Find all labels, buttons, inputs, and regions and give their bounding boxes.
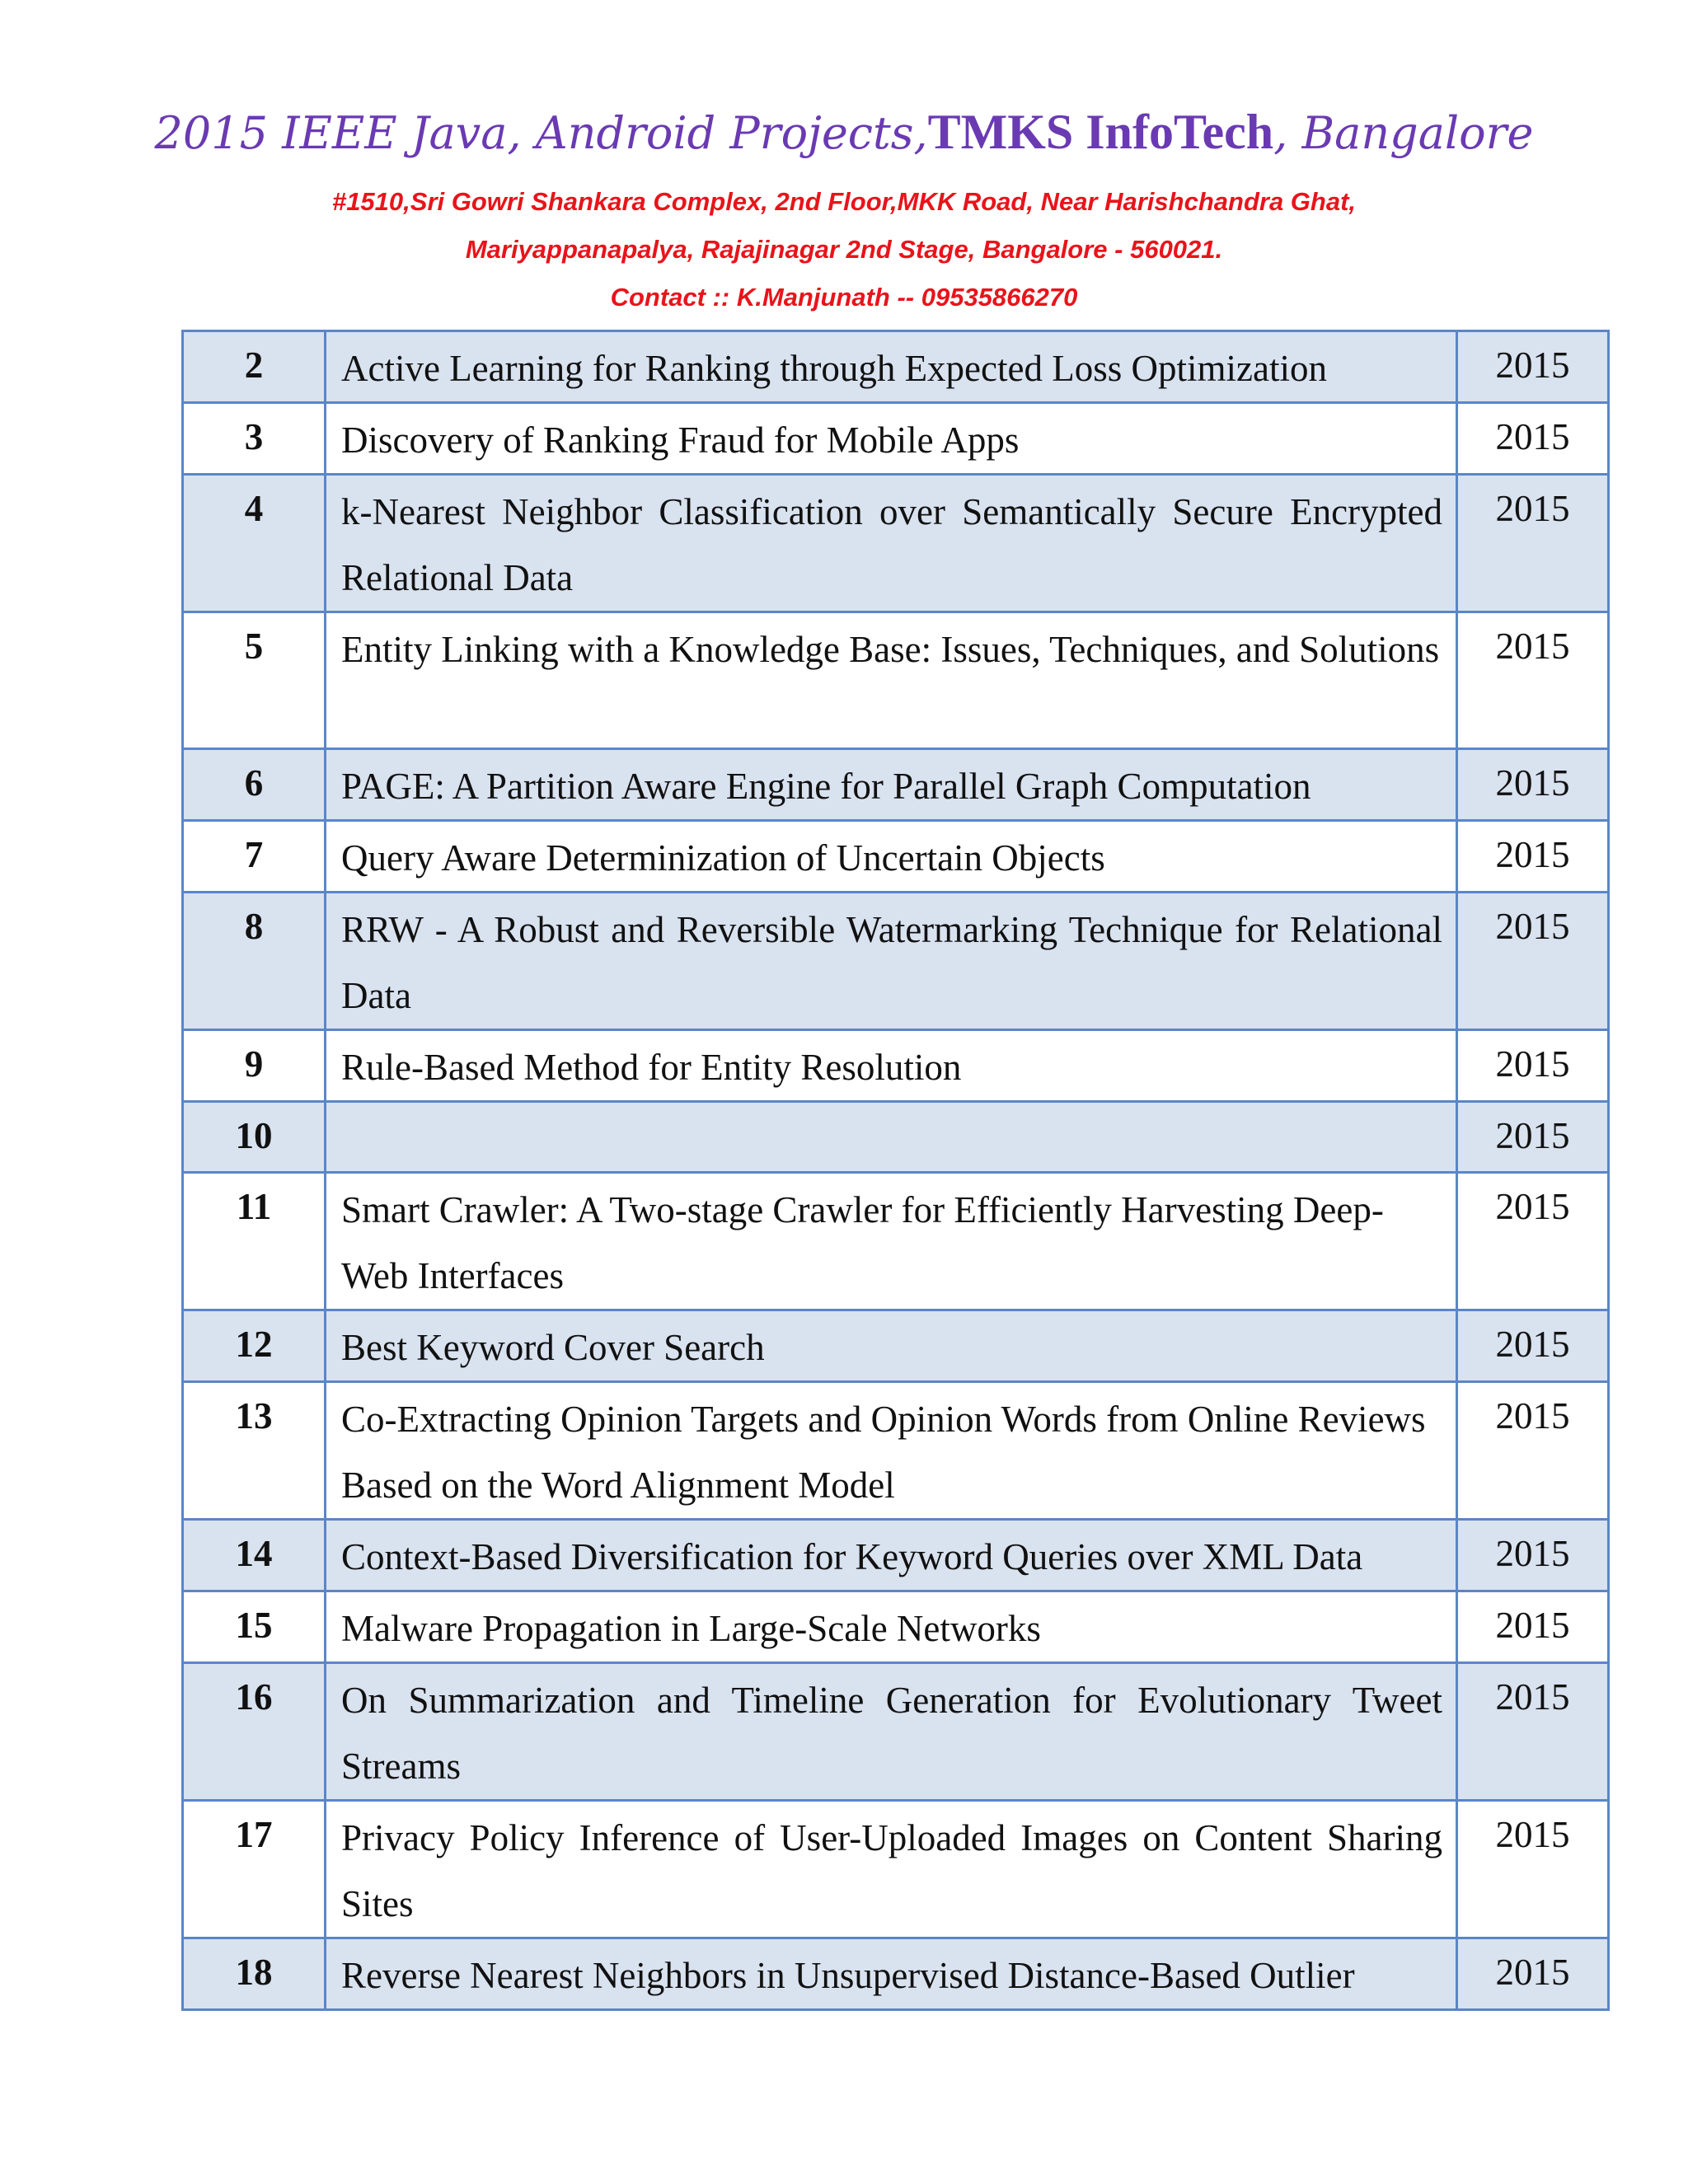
page-title bbox=[0, 99, 1688, 166]
project-number: 3 bbox=[183, 403, 326, 475]
project-title: Privacy Policy Inference of User-Uploaded Images on Content Sharing Sites bbox=[326, 1801, 1457, 1938]
project-title: PAGE: A Partition Aware Engine for Parallel Graph Computation bbox=[326, 749, 1457, 821]
project-year: 2015 bbox=[1457, 1520, 1609, 1591]
project-year: 2015 bbox=[1457, 1938, 1609, 2010]
table-row bbox=[183, 1801, 1609, 1938]
project-number: 11 bbox=[183, 1173, 326, 1310]
project-title: Reverse Nearest Neighbors in Unsupervised Distance-Based Outlier bbox=[326, 1938, 1457, 2010]
project-number: 18 bbox=[183, 1938, 326, 2010]
project-title: Query Aware Determinization of Uncertain Objects bbox=[326, 821, 1457, 893]
project-title: On Summarization and Timeline Generation for Evolutionary Tweet Streams bbox=[326, 1663, 1457, 1801]
project-title: Active Learning for Ranking through Expected Loss Optimization bbox=[326, 331, 1457, 403]
title-suffix: , Bangalore bbox=[1273, 107, 1534, 159]
table-row bbox=[183, 893, 1609, 1030]
table-row bbox=[183, 1591, 1609, 1663]
table-row bbox=[183, 1030, 1609, 1102]
project-year: 2015 bbox=[1457, 821, 1609, 893]
project-year: 2015 bbox=[1457, 1310, 1609, 1382]
project-title: Rule-Based Method for Entity Resolution bbox=[326, 1030, 1457, 1102]
project-number: 13 bbox=[183, 1382, 326, 1520]
table-row bbox=[183, 821, 1609, 893]
project-year: 2015 bbox=[1457, 331, 1609, 403]
project-title: Co-Extracting Opinion Targets and Opinion Words from Online Reviews Based on the Word Alignment Model bbox=[326, 1382, 1457, 1520]
projects-table bbox=[181, 330, 1610, 2011]
project-year: 2015 bbox=[1457, 1382, 1609, 1520]
project-number: 7 bbox=[183, 821, 326, 893]
project-year: 2015 bbox=[1457, 1030, 1609, 1102]
project-title: Best Keyword Cover Search bbox=[326, 1310, 1457, 1382]
project-year: 2015 bbox=[1457, 893, 1609, 1030]
project-year: 2015 bbox=[1457, 1173, 1609, 1310]
project-year: 2015 bbox=[1457, 1663, 1609, 1801]
contact-line: Contact :: K.Manjunath -- 09535866270 bbox=[610, 283, 1078, 312]
project-year: 2015 bbox=[1457, 1591, 1609, 1663]
project-number: 6 bbox=[183, 749, 326, 821]
table-row bbox=[183, 331, 1609, 403]
table-row bbox=[183, 1938, 1609, 2010]
table-row bbox=[183, 1173, 1609, 1310]
project-title: Discovery of Ranking Fraud for Mobile Apps bbox=[326, 403, 1457, 475]
title-prefix: 2015 IEEE Java, Android Projects, bbox=[154, 107, 928, 159]
table-row bbox=[183, 475, 1609, 612]
table-row bbox=[183, 1520, 1609, 1591]
project-number: 15 bbox=[183, 1591, 326, 1663]
project-title: RRW - A Robust and Reversible Watermarking Technique for Relational Data bbox=[326, 893, 1457, 1030]
project-number: 8 bbox=[183, 893, 326, 1030]
project-year: 2015 bbox=[1457, 403, 1609, 475]
project-number: 14 bbox=[183, 1520, 326, 1591]
project-number: 9 bbox=[183, 1030, 326, 1102]
table-row bbox=[183, 1382, 1609, 1520]
project-title: Malware Propagation in Large-Scale Networks bbox=[326, 1591, 1457, 1663]
table-row bbox=[183, 1663, 1609, 1801]
project-number: 4 bbox=[183, 475, 326, 612]
project-title: Smart Crawler: A Two-stage Crawler for Efficiently Harvesting Deep-Web Interfaces bbox=[326, 1173, 1457, 1310]
project-number: 5 bbox=[183, 612, 326, 749]
project-title: Entity Linking with a Knowledge Base: Issues, Techniques, and Solutions bbox=[326, 612, 1457, 749]
project-year: 2015 bbox=[1457, 612, 1609, 749]
project-year: 2015 bbox=[1457, 1102, 1609, 1173]
title-brand: TMKS InfoTech bbox=[927, 105, 1274, 159]
table-row bbox=[183, 749, 1609, 821]
project-number: 12 bbox=[183, 1310, 326, 1382]
project-number: 17 bbox=[183, 1801, 326, 1938]
address-line-2: Mariyappanapalya, Rajajinagar 2nd Stage, Bangalore - 560021. bbox=[465, 235, 1223, 264]
table-row bbox=[183, 1310, 1609, 1382]
project-title: k-Nearest Neighbor Classification over Semantically Secure Encrypted Relational Data bbox=[326, 475, 1457, 612]
project-title bbox=[326, 1102, 1457, 1173]
project-number: 10 bbox=[183, 1102, 326, 1173]
project-number: 2 bbox=[183, 331, 326, 403]
address-line-1: #1510,Sri Gowri Shankara Complex, 2nd Floor,MKK Road, Near Harishchandra Ghat, bbox=[331, 187, 1357, 216]
project-year: 2015 bbox=[1457, 749, 1609, 821]
project-title: Context-Based Diversification for Keyword Queries over XML Data bbox=[326, 1520, 1457, 1591]
table-row bbox=[183, 1102, 1609, 1173]
table-row bbox=[183, 612, 1609, 749]
project-number: 16 bbox=[183, 1663, 326, 1801]
table-row bbox=[183, 403, 1609, 475]
project-year: 2015 bbox=[1457, 1801, 1609, 1938]
project-year: 2015 bbox=[1457, 475, 1609, 612]
